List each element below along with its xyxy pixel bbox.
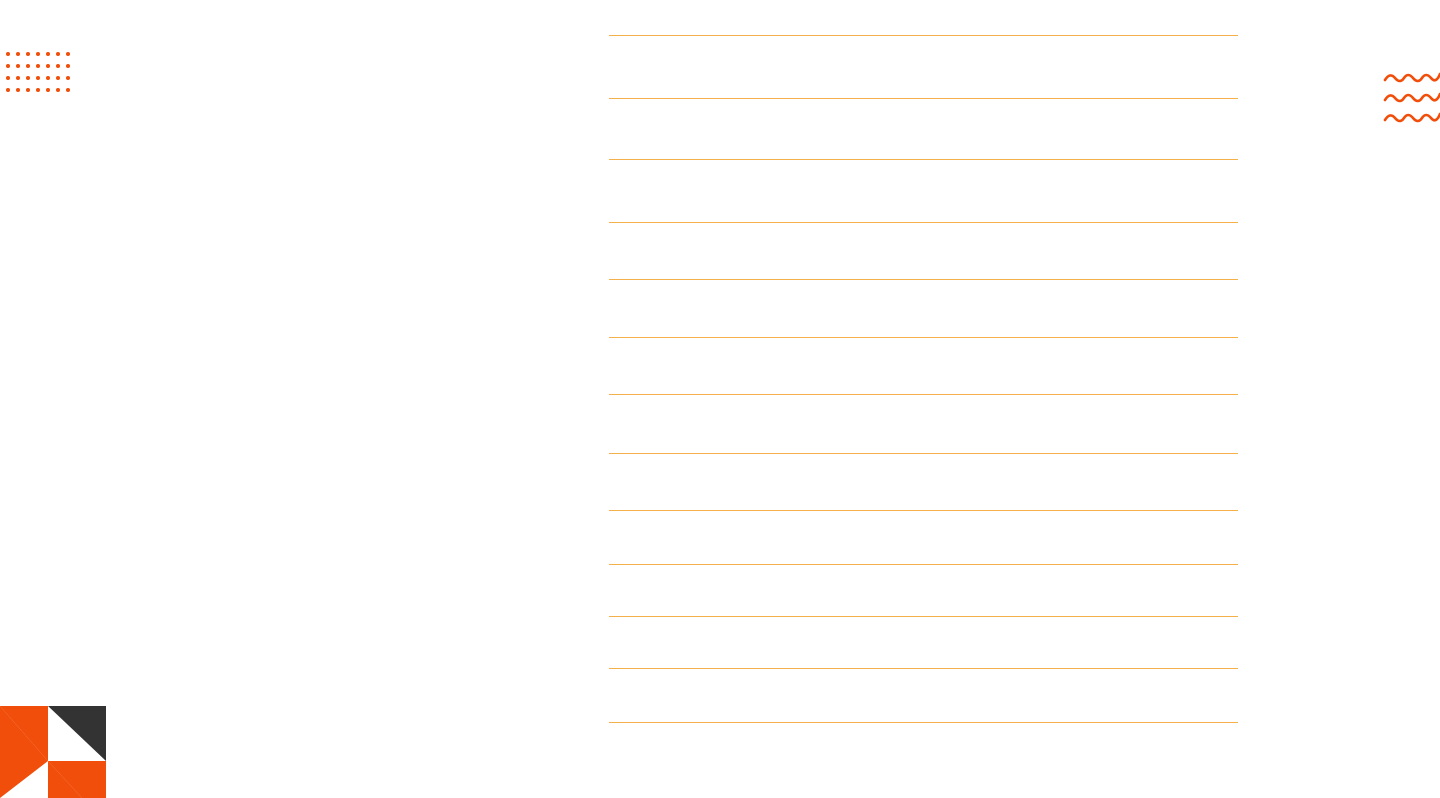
wave-line <box>1385 114 1440 121</box>
wave-lines-decoration <box>1383 68 1440 128</box>
dot <box>36 88 40 92</box>
dot <box>26 88 30 92</box>
dot <box>36 64 40 68</box>
ruled-line <box>609 337 1238 338</box>
ruled-line <box>609 722 1238 723</box>
dot <box>16 76 20 80</box>
ruled-line <box>609 222 1238 223</box>
ruled-line <box>609 453 1238 454</box>
dot <box>6 76 10 80</box>
dot <box>56 64 60 68</box>
dot <box>26 76 30 80</box>
ruled-line <box>609 394 1238 395</box>
dot <box>46 88 50 92</box>
wave-line <box>1385 94 1440 101</box>
dot <box>36 76 40 80</box>
ruled-line <box>609 564 1238 565</box>
dot <box>6 52 10 56</box>
dot <box>66 76 70 80</box>
ruled-line <box>609 159 1238 160</box>
dot <box>56 52 60 56</box>
dot <box>66 52 70 56</box>
dot <box>66 88 70 92</box>
dot <box>16 64 20 68</box>
ruled-line <box>609 616 1238 617</box>
dot <box>26 64 30 68</box>
ruled-line <box>609 98 1238 99</box>
dot <box>6 64 10 68</box>
ruled-line <box>609 279 1238 280</box>
dot-grid-decoration <box>6 51 70 93</box>
ruled-lines <box>609 0 1238 740</box>
corner-triangles-decoration <box>0 706 106 798</box>
ruled-line <box>609 510 1238 511</box>
dot <box>46 76 50 80</box>
dot <box>26 52 30 56</box>
dot <box>6 88 10 92</box>
dot <box>56 76 60 80</box>
dot <box>36 52 40 56</box>
orange-triangle <box>0 761 48 798</box>
dot <box>56 88 60 92</box>
dot <box>16 52 20 56</box>
ruled-line <box>609 35 1238 36</box>
dot <box>46 52 50 56</box>
dot <box>66 64 70 68</box>
dot <box>16 88 20 92</box>
dot <box>46 64 50 68</box>
ruled-line <box>609 668 1238 669</box>
wave-line <box>1385 74 1440 81</box>
dark-triangle <box>48 706 106 761</box>
